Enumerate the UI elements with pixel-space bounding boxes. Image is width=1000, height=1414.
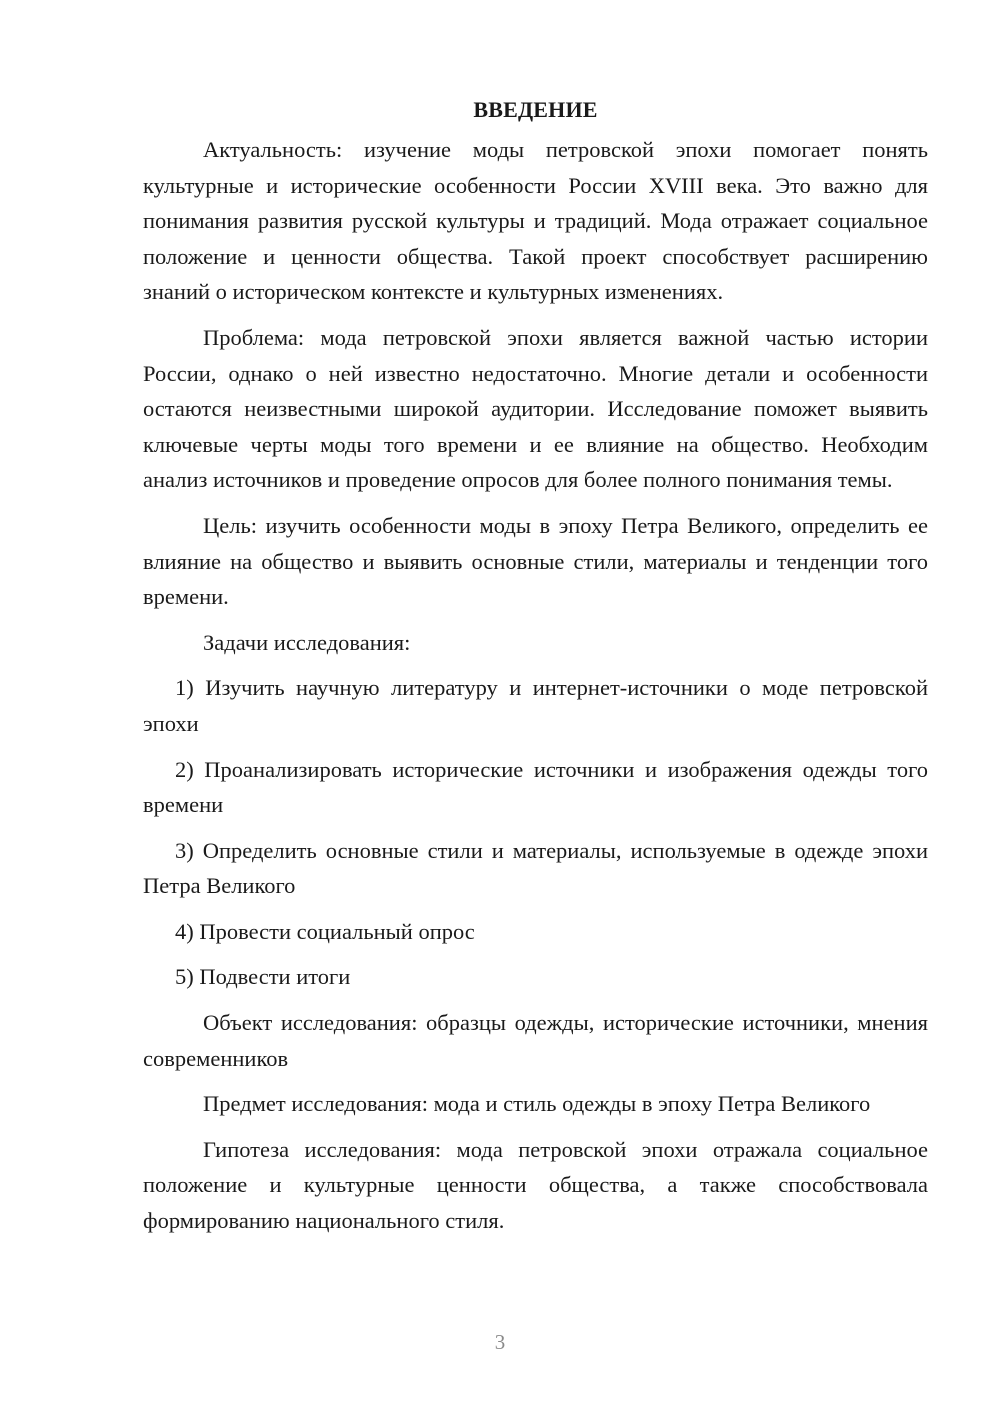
subject-paragraph: Предмет исследования: мода и стиль одежды в эпоху Петра Великого <box>203 1091 871 1117</box>
list-item: 5) Подвести итоги <box>175 964 351 990</box>
page-title: ВВЕДЕНИЕ <box>473 97 598 122</box>
tasks-list <box>143 670 928 995</box>
list-item: 2) Проанализировать исторические источники и изображения одежды того времени <box>143 756 928 818</box>
document-page <box>143 92 928 1249</box>
list-item: 3) Определить основные стили и материалы, используемые в одежде эпохи Петра Великого <box>143 837 928 899</box>
goal-paragraph: Цель: изучить особенности моды в эпоху Петра Великого, определить ее влияние на общество и выявить основные стили, материалы и тенденции того времени. <box>143 512 928 610</box>
relevance-paragraph: Актуальность: изучение моды петровской эпохи помогает понять культурные и исторические особенности России XVIII века. Это важно для понимания развития русской культуры и традиций. Мода отражает социальное положение и ценности общества. Такой проект способствует расширению знаний о историческом контексте и культурных изменениях. <box>143 137 928 305</box>
list-item: 1) Изучить научную литературу и интернет-источники о моде петровской эпохи <box>143 675 928 736</box>
problem-paragraph: Проблема: мода петровской эпохи является важной частью истории России, однако о ней известно недостаточно. Многие детали и особенности остаются неизвестными широкой аудитории. Исследование поможет выявить ключевые черты моды того времени и ее влияние на общество. Необходим анализ источников и проведение опросов для более полного понимания темы. <box>143 324 928 493</box>
hypothesis-paragraph: Гипотеза исследования: мода петровской эпохи отражала социальное положение и культурные ценности общества, а также способствовала формированию национального стиля. <box>143 1136 928 1234</box>
object-paragraph: Объект исследования: образцы одежды, исторические источники, мнения современников <box>143 1010 928 1071</box>
page-number: 3 <box>494 1330 506 1354</box>
tasks-heading: Задачи исследования: <box>203 629 411 655</box>
list-item: 4) Провести социальный опрос <box>175 918 475 944</box>
